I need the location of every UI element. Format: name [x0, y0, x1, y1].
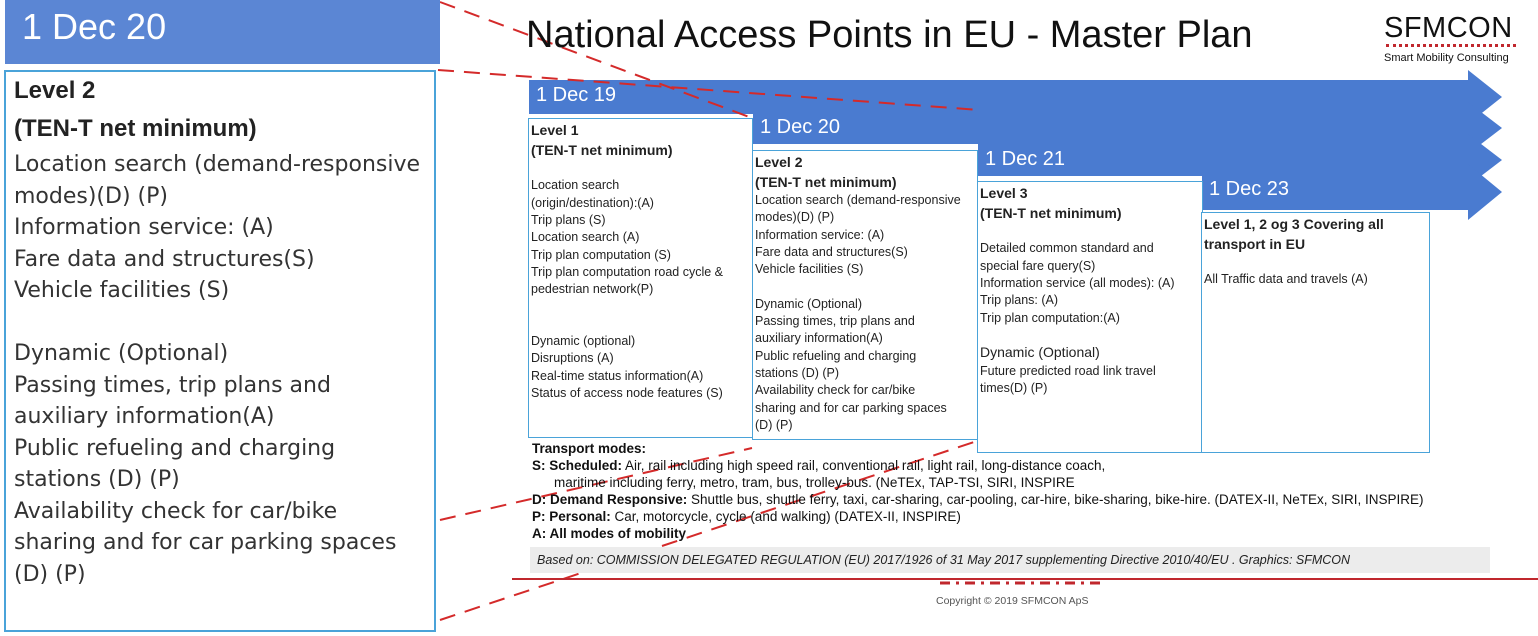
- zoom-feature-line: auxiliary information(A): [14, 404, 275, 429]
- level-box: [528, 118, 753, 438]
- logo: SFMCON: [1384, 12, 1513, 44]
- mode-personal: P: Personal: Car, motorcycle, cycle (and walking) (DATEX-II, INSPIRE): [532, 509, 961, 524]
- level-box: [1201, 212, 1430, 453]
- level-feature-line: modes)(D) (P): [755, 210, 835, 225]
- zoom-feature-line: Passing times, trip plans and: [14, 372, 331, 398]
- timeline-date-label: 1 Dec 19: [536, 84, 617, 106]
- zoom-level-box: [4, 70, 436, 632]
- level-feature-line: stations (D) (P): [755, 366, 840, 380]
- level-feature-line: (origin/destination):(A): [531, 195, 654, 210]
- zoom-feature-line: Vehicle facilities (S): [14, 278, 230, 303]
- zoom-feature-line: (D) (P): [14, 561, 86, 587]
- timeline-date-label: 1 Dec 21: [985, 148, 1066, 170]
- level-heading: Level 1: [531, 122, 579, 138]
- copyright: Copyright © 2019 SFMCON ApS: [936, 595, 1089, 607]
- zoom-feature-line: Dynamic (Optional): [14, 341, 229, 366]
- level-feature-line: pedestrian network(P): [531, 282, 654, 297]
- level-heading: transport in EU: [1204, 235, 1306, 252]
- mode-all: A: All modes of mobility: [532, 526, 687, 541]
- level-feature-line: Trip plans (S): [531, 212, 606, 227]
- page-title: National Access Points in EU - Master Plan: [526, 14, 1253, 56]
- level-feature-line: (D) (P): [755, 417, 793, 432]
- level-feature-line: Status of access node features (S): [531, 385, 723, 400]
- zoom-feature-line: Availability check for car/bike: [14, 498, 338, 524]
- level-feature-line: Availability check for car/bike: [755, 383, 916, 398]
- mode-scheduled-cont: maritime including ferry, metro, tram, bus, trolley-bus. (NeTEx, TAP-TSI, SIRI, INSPIRE: [554, 475, 1075, 490]
- level-feature-line: Public refueling and charging: [755, 348, 917, 363]
- zoom-feature-line: stations (D) (P): [14, 467, 180, 492]
- zoom-feature-line: Fare data and structures(S): [14, 246, 315, 272]
- footer-source: Based on: COMMISSION DELEGATED REGULATION (EU) 2017/1926 of 31 May 2017 supplementing Directive 2010/40/EU . Graphics: SFMCON: [537, 553, 1351, 567]
- level-feature-line: Real-time status information(A): [531, 368, 704, 383]
- level-feature-line: Disruptions (A): [531, 351, 614, 366]
- modes-title: Transport modes:: [532, 441, 647, 456]
- level-feature-line: Location search: [531, 178, 620, 193]
- zoom-level-heading: Level 2: [14, 77, 96, 104]
- level-box: [752, 150, 978, 440]
- zoom-level-subheading: (TEN-T net minimum): [14, 115, 257, 142]
- level-feature-line: Detailed common standard and: [980, 241, 1154, 256]
- level-heading: (TEN-T net minimum): [980, 204, 1122, 221]
- timeline-date-label: 1 Dec 20: [760, 116, 841, 138]
- level-feature-line: auxiliary information(A): [755, 331, 883, 346]
- level-feature-line: Dynamic (Optional): [755, 296, 862, 311]
- level-heading: (TEN-T net minimum): [531, 141, 673, 158]
- zoom-feature-line: Information service: (A): [14, 215, 274, 240]
- level-feature-line: Trip plan computation:(A): [980, 310, 1120, 325]
- mode-demand-responsive: D: Demand Responsive: Shuttle bus, shuttle ferry, taxi, car-sharing, car-pooling, car-hire, bike-sharing, bike-hire. (DATEX-II, NeTEx, SIRI, INSPIRE): [532, 492, 1424, 507]
- zoom-feature-line: sharing and for car parking spaces: [14, 530, 397, 555]
- level-feature-line: Location search (demand-responsive: [755, 193, 961, 207]
- level-feature-line: Dynamic (optional): [531, 334, 636, 348]
- level-feature-line: All Traffic data and travels (A): [1204, 272, 1368, 287]
- level-heading: Level 1, 2 og 3 Covering all: [1204, 216, 1384, 232]
- level-feature-line: Location search (A): [531, 230, 640, 245]
- zoom-date-label: 1 Dec 20: [22, 6, 167, 47]
- logo-tagline: Smart Mobility Consulting: [1384, 52, 1509, 64]
- level-feature-line: special fare query(S): [980, 258, 1096, 273]
- level-feature-line: Vehicle facilities (S): [755, 262, 864, 277]
- level-heading: (TEN-T net minimum): [755, 173, 897, 190]
- level-heading: Level 3: [980, 185, 1028, 201]
- level-feature-line: Information service (all modes): (A): [980, 275, 1175, 290]
- level-feature-line: Trip plan computation road cycle &: [531, 264, 723, 279]
- timeline-date-label: 1 Dec 23: [1209, 178, 1290, 200]
- zoom-feature-line: Location search (demand-responsive: [14, 152, 421, 177]
- level-feature-line: Information service: (A): [755, 227, 885, 242]
- level-feature-line: Fare data and structures(S): [755, 244, 908, 259]
- level-heading: Level 2: [755, 154, 803, 170]
- level-feature-line: times(D) (P): [980, 381, 1048, 396]
- mode-scheduled: S: Scheduled: Air, rail including high speed rail, conventional rail, light rail, long-distance coach,: [532, 458, 1106, 473]
- zoom-feature-line: modes)(D) (P): [14, 183, 168, 209]
- logo-divider: [1386, 44, 1516, 51]
- level-feature-line: Passing times, trip plans and: [755, 314, 915, 329]
- zoom-feature-line: Public refueling and charging: [14, 435, 336, 461]
- level-feature-line: Dynamic (Optional): [980, 344, 1100, 361]
- level-box: [977, 181, 1203, 453]
- level-feature-line: Future predicted road link travel: [980, 364, 1156, 379]
- level-feature-line: Trip plans: (A): [980, 293, 1059, 308]
- level-feature-line: sharing and for car parking spaces: [755, 400, 947, 415]
- level-feature-line: Trip plan computation (S): [531, 247, 671, 262]
